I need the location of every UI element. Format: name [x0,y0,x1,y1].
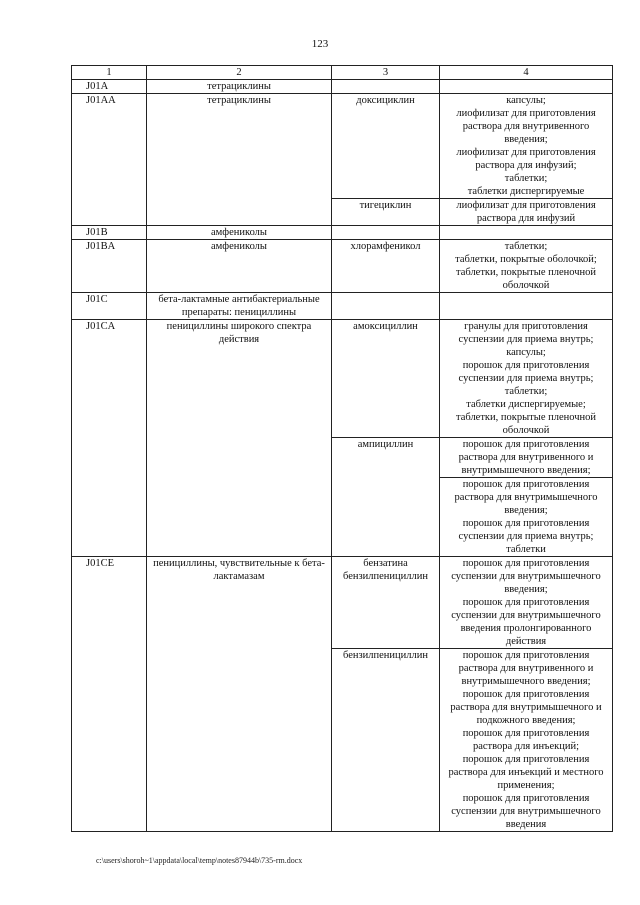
inn-cell [332,80,440,94]
group-name-cell: амфениколы [147,240,332,293]
group-name-cell: тетрациклины [147,94,332,199]
group-name-cell: тетрациклины [147,80,332,94]
group-name-cell [147,649,332,832]
inn-cell: бензатина бензилпенициллин [332,557,440,649]
group-name-cell [147,438,332,478]
group-name-cell [147,478,332,557]
table-row [72,478,613,557]
atc-code-cell [72,649,147,832]
atc-code-cell [72,438,147,478]
table-row [72,240,613,293]
dosage-form-cell [440,293,613,320]
dosage-form-cell: порошок для приготовления раствора для внутривенного и внутримышечного введения; [440,438,613,478]
inn-cell: доксициклин [332,94,440,199]
footer-file-path: c:\users\shoroh~1\appdata\local\temp\notes87944b\735-rm.docx [96,856,303,865]
inn-cell: хлорамфеникол [332,240,440,293]
inn-cell: амоксициллин [332,320,440,438]
drug-table [71,65,613,832]
table-row [72,226,613,240]
inn-cell [332,293,440,320]
dosage-form-cell: порошок для приготовления суспензии для внутримышечного введения; порошок для приготовления суспензии для внутримышечного введения пролонгированного действия [440,557,613,649]
table-row [72,557,613,649]
inn-cell: тигециклин [332,199,440,226]
atc-code-cell: J01A [72,80,147,94]
dosage-form-cell: порошок для приготовления раствора для внутривенного и внутримышечного введения; порошок для приготовления раствора для внутримышечного и подкожного введения; порошок для приготовления раствора для инъекций; порошок для приготовления раствора для инъекций и местного применения; порошок для приготовления суспензии для внутримышечного введения [440,649,613,832]
atc-code-cell: J01CA [72,320,147,438]
table-header-row [72,66,613,80]
dosage-form-cell: лиофилизат для приготовления раствора для инфузий [440,199,613,226]
page-number: 123 [311,38,329,50]
group-name-cell: пенициллины, чувствительные к бета-лактамазам [147,557,332,649]
inn-cell [332,478,440,557]
table-row [72,320,613,438]
inn-cell: ампициллин [332,438,440,478]
dosage-form-cell: гранулы для приготовления суспензии для приема внутрь; капсулы; порошок для приготовления суспензии для приема внутрь; таблетки; таблетки диспергируемые; таблетки, покрытые пленочной оболочкой [440,320,613,438]
table-row [72,438,613,478]
atc-code-cell [72,199,147,226]
atc-code-cell: J01AA [72,94,147,199]
dosage-form-cell: порошок для приготовления раствора для внутримышечного введения; порошок для приготовления суспензии для приема внутрь; таблетки [440,478,613,557]
column-header: 4 [440,66,613,80]
atc-code-cell: J01C [72,293,147,320]
inn-cell: бензилпенициллин [332,649,440,832]
dosage-form-cell: таблетки; таблетки, покрытые оболочкой; таблетки, покрытые пленочной оболочкой [440,240,613,293]
table-row [72,293,613,320]
dosage-form-cell [440,80,613,94]
table-row [72,199,613,226]
atc-code-cell: J01BA [72,240,147,293]
column-header: 1 [72,66,147,80]
table-row [72,649,613,832]
group-name-cell [147,199,332,226]
atc-code-cell: J01CE [72,557,147,649]
column-header: 3 [332,66,440,80]
column-header: 2 [147,66,332,80]
group-name-cell: пенициллины широкого спектра действия [147,320,332,438]
group-name-cell: бета-лактамные антибактериальные препараты: пенициллины [147,293,332,320]
dosage-form-cell: капсулы; лиофилизат для приготовления раствора для внутривенного введения; лиофилизат для приготовления раствора для инфузий; таблетки; таблетки диспергируемые [440,94,613,199]
group-name-cell: амфениколы [147,226,332,240]
atc-code-cell: J01B [72,226,147,240]
dosage-form-cell [440,226,613,240]
inn-cell [332,226,440,240]
table-row [72,80,613,94]
table-row [72,94,613,199]
atc-code-cell [72,478,147,557]
